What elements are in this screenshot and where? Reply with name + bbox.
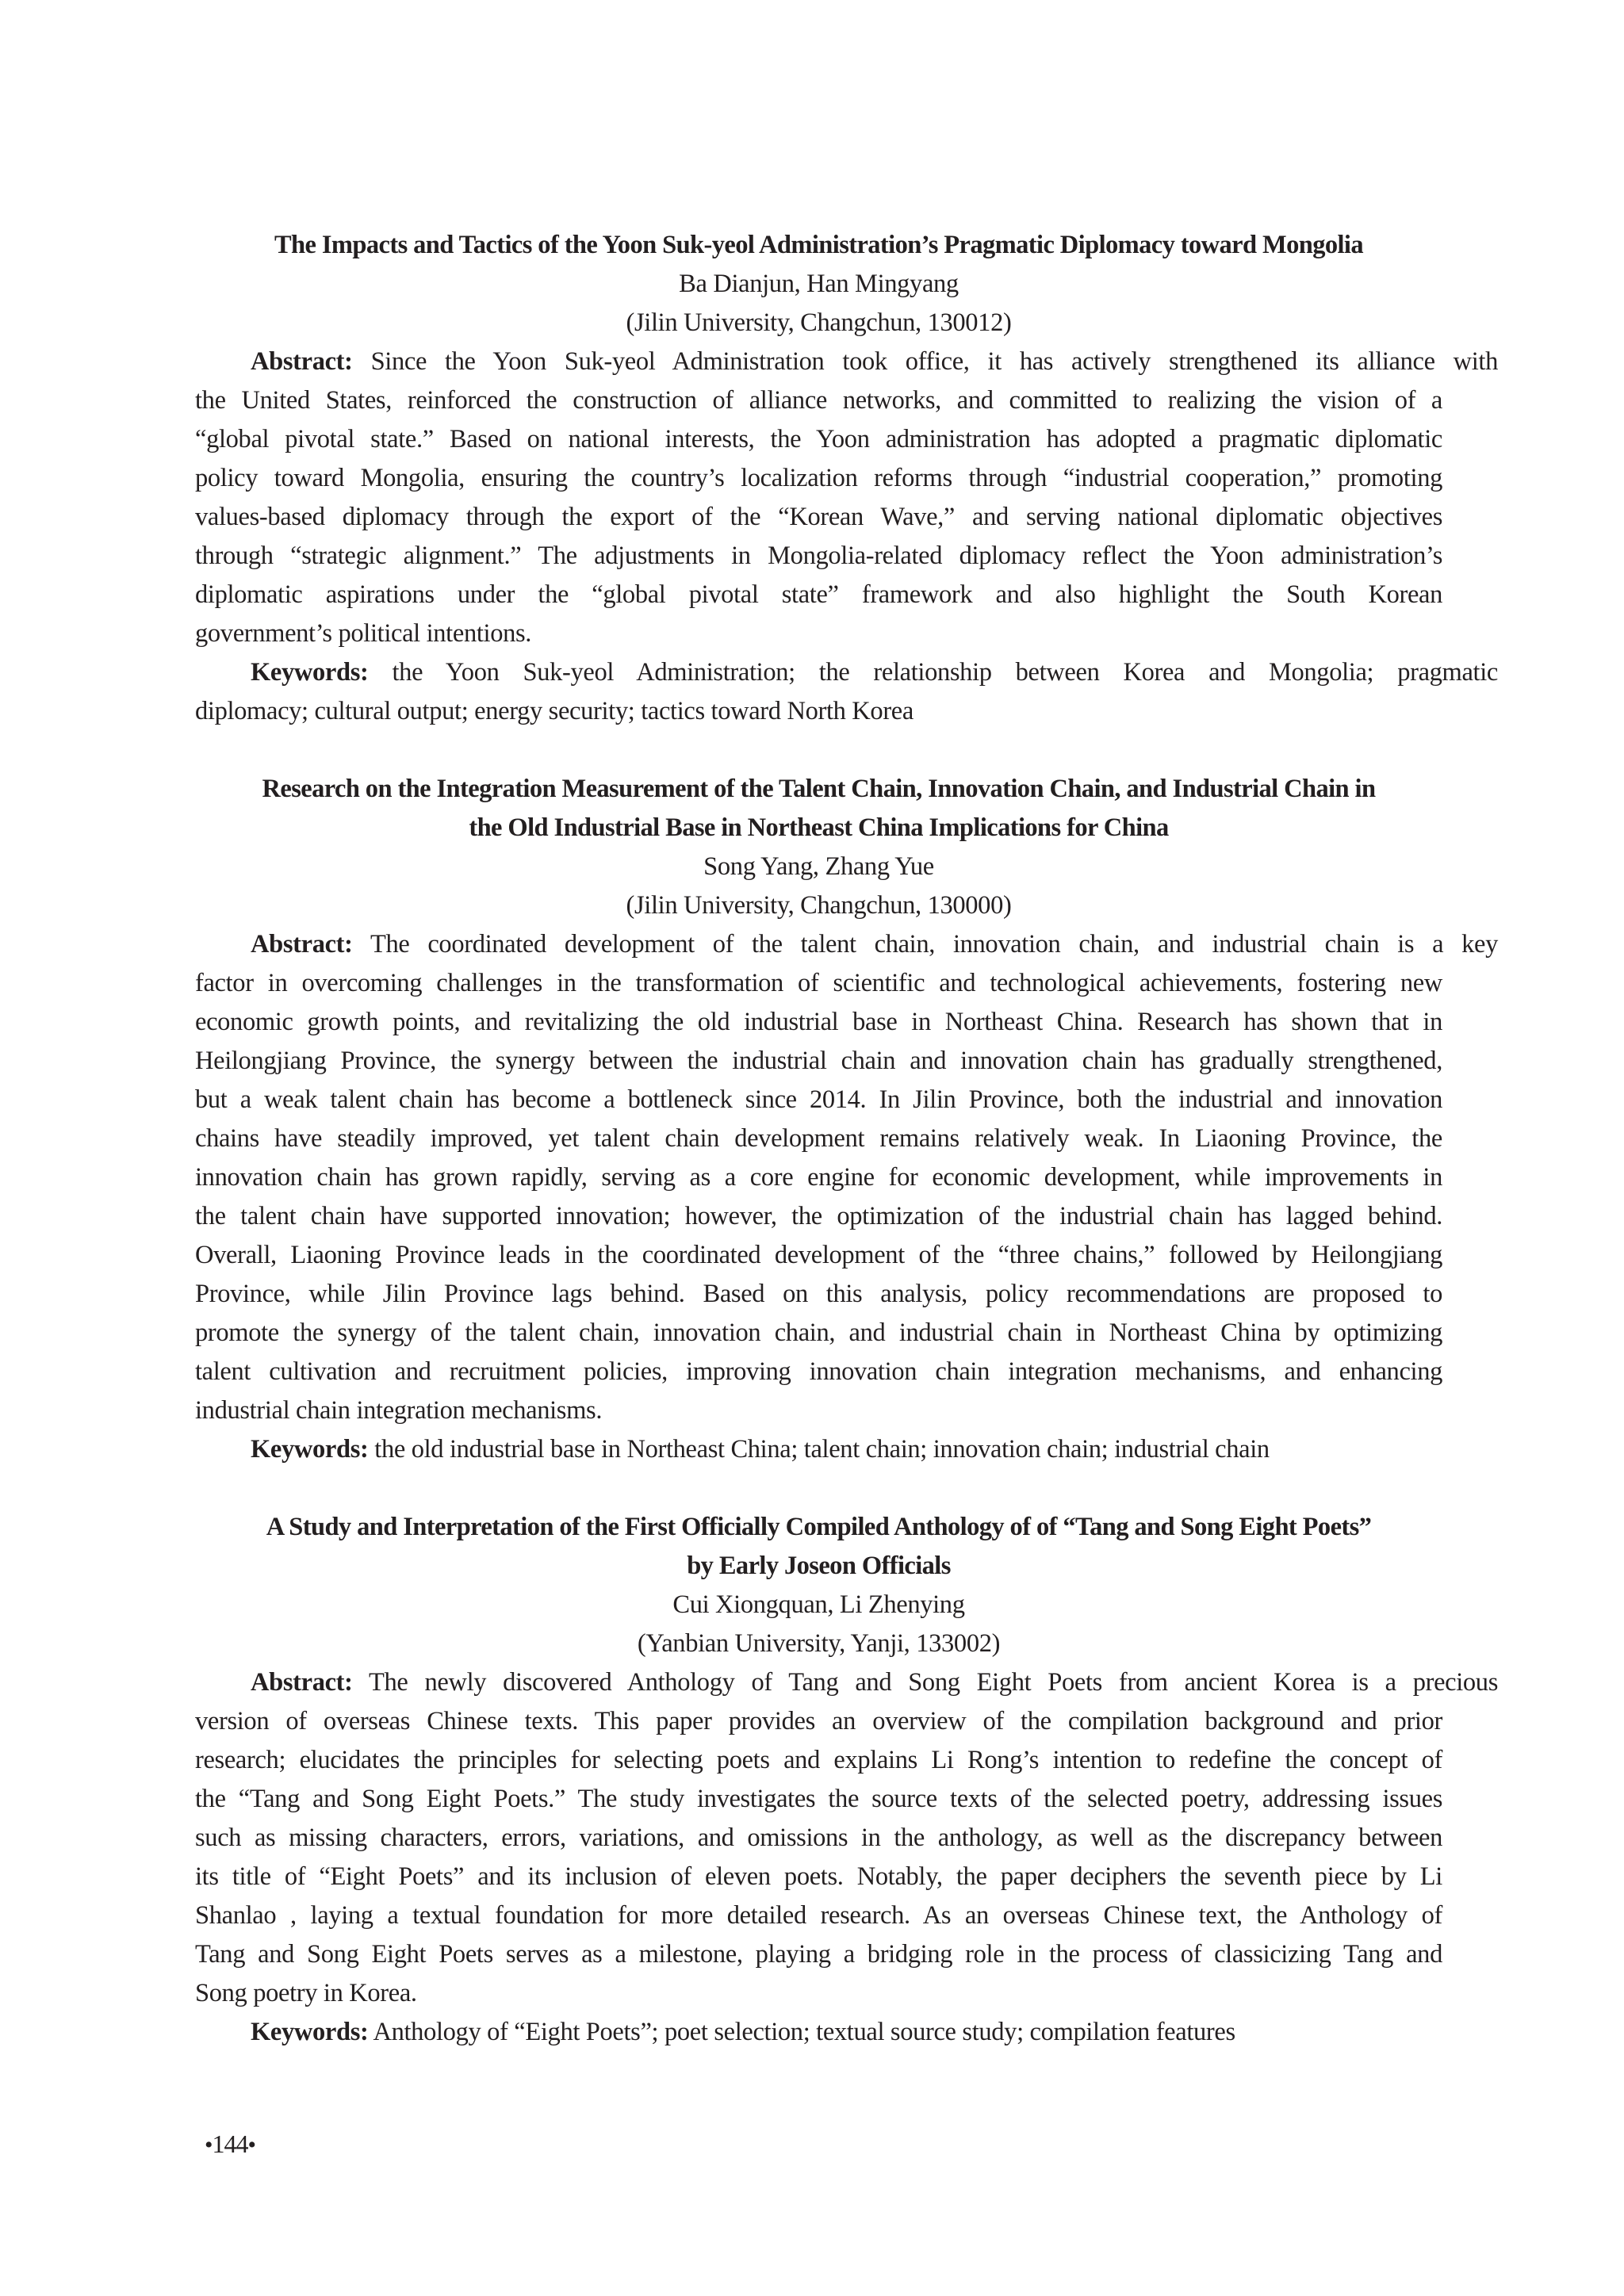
abstract-line: Song poetry in Korea. — [195, 1979, 417, 2007]
abstract-line: industrial chain integration mechanisms. — [195, 1396, 603, 1425]
page-number-value: 144 — [212, 2130, 248, 2158]
abstract-label: Abstract: — [251, 1668, 353, 1697]
abstract-line: but a weak talent chain has become a bottleneck since 2014. In Jilin Province, both the industrial and innovation — [195, 1085, 1442, 1114]
page-content — [195, 226, 1498, 2091]
page-number-ornament-right: • — [247, 2132, 256, 2158]
article-title: by Early Joseon Officials — [687, 1552, 951, 1580]
keywords-line: Keywords: the Yoon Suk-yeol Administration; the relationship between Korea and Mongolia; pragmatic — [251, 658, 1498, 687]
article-affiliation: (Jilin University, Changchun, 130000) — [626, 891, 1012, 920]
keywords-label: Keywords: — [251, 658, 369, 687]
abstract-line: government’s political intentions. — [195, 619, 532, 648]
article-authors: Ba Dianjun, Han Mingyang — [679, 270, 959, 298]
abstract-line: Overall, Liaoning Province leads in the coordinated development of the “three chains,” followed by Heilongjiang — [195, 1241, 1442, 1269]
abstract-line: Abstract: The newly discovered Anthology of Tang and Song Eight Poets from ancient Korea is a precious — [251, 1668, 1498, 1697]
abstract-line: promote the synergy of the talent chain, innovation chain, and industrial chain in Northeast China by optimizing — [195, 1318, 1442, 1347]
abstract-line: factor in overcoming challenges in the transformation of scientific and technological achievements, fostering new — [195, 969, 1442, 997]
abstract-line: the United States, reinforced the construction of alliance networks, and committed to realizing the vision of a — [195, 386, 1442, 415]
article-authors: Cui Xiongquan, Li Zhenying — [672, 1590, 965, 1619]
abstract-line: diplomatic aspirations under the “global pivotal state” framework and also highlight the South Korean — [195, 580, 1442, 609]
abstract-line: the talent chain have supported innovation; however, the optimization of the industrial chain has lagged behind. — [195, 1202, 1442, 1230]
abstract-line: Abstract: The coordinated development of the talent chain, innovation chain, and industrial chain is a key — [251, 930, 1498, 959]
abstract-line: innovation chain has grown rapidly, serving as a core engine for economic development, while improvements in — [195, 1163, 1442, 1192]
abstract-line: Heilongjiang Province, the synergy between the industrial chain and innovation chain has gradually strengthened, — [195, 1047, 1442, 1075]
keywords-label: Keywords: — [251, 2018, 369, 2046]
page-number-ornament-left: • — [205, 2132, 213, 2158]
keywords-line: Keywords: the old industrial base in Northeast China; talent chain; innovation chain; industrial chain — [251, 1435, 1270, 1464]
keywords-label: Keywords: — [251, 1435, 369, 1464]
abstract-line: chains have steadily improved, yet talent chain development remains relatively weak. In Liaoning Province, the — [195, 1124, 1442, 1153]
abstract-line: Tang and Song Eight Poets serves as a milestone, playing a bridging role in the process of classicizing Tang and — [195, 1940, 1442, 1969]
abstract-line: “global pivotal state.” Based on national interests, the Yoon administration has adopted a pragmatic diplomatic — [195, 425, 1442, 453]
abstract-line: Province, while Jilin Province lags behind. Based on this analysis, policy recommendations are proposed to — [195, 1280, 1442, 1308]
article-affiliation: (Yanbian University, Yanji, 133002) — [637, 1629, 1001, 1658]
abstract-line: economic growth points, and revitalizing the old industrial base in Northeast China. Research has shown that in — [195, 1008, 1442, 1036]
keywords-line: Keywords: Anthology of “Eight Poets”; poet selection; textual source study; compilation features — [251, 2018, 1235, 2046]
article-title: the Old Industrial Base in Northeast China Implications for China — [469, 813, 1169, 842]
abstract-label: Abstract: — [251, 930, 353, 959]
article-title: A Study and Interpretation of the First Officially Compiled Anthology of of “Tang and Song Eight Poets” — [266, 1513, 1372, 1541]
abstract-line: through “strategic alignment.” The adjustments in Mongolia-related diplomacy reflect the Yoon administration’s — [195, 541, 1442, 570]
abstract-line: its title of “Eight Poets” and its inclusion of eleven poets. Notably, the paper deciphers the seventh piece by Li — [195, 1862, 1442, 1891]
abstract-line: version of overseas Chinese texts. This paper provides an overview of the compilation background and prior — [195, 1707, 1442, 1735]
article-title: Research on the Integration Measurement of the Talent Chain, Innovation Chain, and Industrial Chain in — [262, 775, 1376, 803]
article-2 — [195, 770, 1498, 1469]
abstract-line: such as missing characters, errors, variations, and omissions in the anthology, as well as the discrepancy between — [195, 1823, 1442, 1852]
article-1 — [195, 226, 1498, 731]
keywords-line: diplomacy; cultural output; energy security; tactics toward North Korea — [195, 697, 914, 725]
article-authors: Song Yang, Zhang Yue — [703, 852, 934, 881]
page-number — [205, 2130, 255, 2159]
article-affiliation: (Jilin University, Changchun, 130012) — [626, 308, 1012, 337]
article-3 — [195, 1508, 1498, 2052]
abstract-line: values-based diplomacy through the export of the “Korean Wave,” and serving national diplomatic objectives — [195, 503, 1442, 531]
article-title: The Impacts and Tactics of the Yoon Suk-yeol Administration’s Pragmatic Diplomacy toward Mongolia — [274, 231, 1364, 259]
abstract-label: Abstract: — [251, 347, 353, 376]
abstract-line: research; elucidates the principles for selecting poets and explains Li Rong’s intention to redefine the concept of — [195, 1746, 1442, 1774]
abstract-line: the “Tang and Song Eight Poets.” The study investigates the source texts of the selected poetry, addressing issues — [195, 1785, 1442, 1813]
abstract-line: Shanlao , laying a textual foundation for more detailed research. As an overseas Chinese text, the Anthology of — [195, 1901, 1442, 1930]
abstract-line: Abstract: Since the Yoon Suk-yeol Administration took office, it has actively strengthened its alliance with — [251, 347, 1498, 376]
abstract-line: policy toward Mongolia, ensuring the country’s localization reforms through “industrial cooperation,” promoting — [195, 464, 1442, 492]
abstract-line: talent cultivation and recruitment policies, improving innovation chain integration mechanisms, and enhancing — [195, 1357, 1442, 1386]
